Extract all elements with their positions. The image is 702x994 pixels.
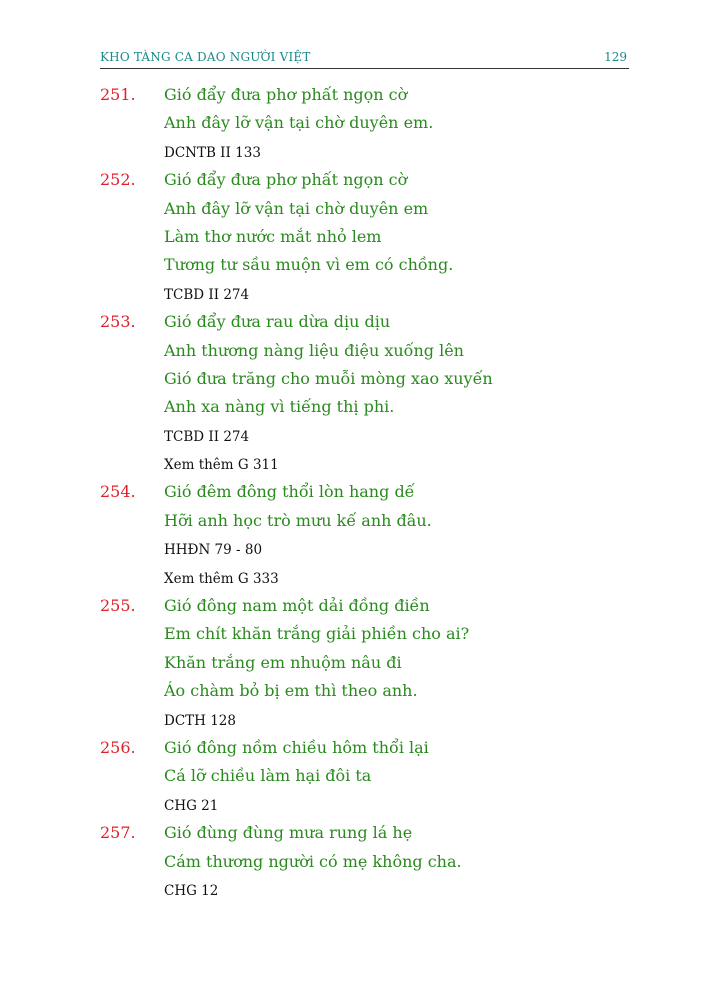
source-row — [0, 876, 702, 904]
source-row — [0, 706, 702, 734]
verse-line-row — [0, 848, 702, 876]
verse-line: Gió đẩy đưa phơ phất ngọn cờ — [164, 170, 408, 190]
verse-line-row — [0, 337, 702, 365]
poem-list — [0, 81, 702, 904]
source-row — [0, 564, 702, 592]
source-reference: Xem thêm G 311 — [164, 457, 279, 474]
verse-line-row — [0, 762, 702, 790]
source-reference: CHG 21 — [164, 797, 219, 814]
poem-entry — [0, 734, 702, 819]
source-row — [0, 138, 702, 166]
verse-line: Cám thương người có mẹ không cha. — [164, 851, 462, 871]
verse-line: Cá lỡ chiều làm hại đôi ta — [164, 766, 372, 786]
entry-number: 257. — [100, 823, 136, 843]
source-row — [0, 280, 702, 308]
source-reference: Xem thêm G 333 — [164, 570, 279, 587]
entry-number: 254. — [100, 482, 136, 502]
verse-line: Khăn trắng em nhuộm nâu đi — [164, 652, 402, 672]
entry-number: 253. — [100, 312, 136, 332]
page-header — [100, 48, 629, 69]
poem-entry — [0, 819, 702, 904]
verse-line: Tương tư sầu muộn vì em có chồng. — [164, 255, 454, 275]
source-reference: DCNTB II 133 — [164, 144, 261, 161]
entry-number: 252. — [100, 170, 136, 190]
poem-entry — [0, 166, 702, 308]
verse-line: Anh thương nàng liệu điệu xuống lên — [164, 340, 464, 360]
verse-line: Anh xa nàng vì tiếng thị phi. — [164, 397, 395, 417]
verse-line-row — [0, 478, 702, 506]
poem-entry — [0, 81, 702, 166]
verse-line-row — [0, 649, 702, 677]
verse-line: Gió đêm đông thổi lòn hang dế — [164, 482, 415, 502]
verse-line: Gió đưa trăng cho muỗi mòng xao xuyến — [164, 368, 493, 388]
source-reference: TCBD II 274 — [164, 428, 250, 445]
poem-entry — [0, 308, 702, 478]
verse-line: Gió đẩy đưa phơ phất ngọn cờ — [164, 85, 408, 104]
verse-line: Áo chàm bỏ bị em thì theo anh. — [164, 681, 418, 701]
verse-line: Gió đông nam một dải đồng điền — [164, 596, 430, 616]
verse-line-row — [0, 620, 702, 648]
verse-line-row — [0, 819, 702, 847]
source-row — [0, 450, 702, 478]
verse-line-row — [0, 223, 702, 251]
verse-line-row — [0, 81, 702, 109]
source-row — [0, 535, 702, 563]
source-reference: HHĐN 79 - 80 — [164, 542, 263, 559]
source-reference: TCBD II 274 — [164, 286, 250, 303]
entry-number: 255. — [100, 596, 136, 616]
verse-line-row — [0, 393, 702, 421]
verse-line-row — [0, 308, 702, 336]
verse-line: Gió đông nồm chiều hôm thổi lại — [164, 737, 429, 757]
verse-line: Hỡi anh học trò mưu kế anh đâu. — [164, 510, 432, 530]
verse-line-row — [0, 592, 702, 620]
verse-line: Anh đây lỡ vận tại chờ duyên em. — [164, 113, 434, 133]
source-row — [0, 422, 702, 450]
verse-line-row — [0, 677, 702, 705]
verse-line-row — [0, 166, 702, 194]
verse-line-row — [0, 251, 702, 279]
verse-line: Gió đùng đùng mưa rung lá hẹ — [164, 823, 413, 843]
poem-entry — [0, 592, 702, 734]
poem-entry — [0, 478, 702, 592]
verse-line: Anh đây lỡ vận tại chờ duyên em — [164, 198, 429, 218]
source-row — [0, 791, 702, 819]
source-reference: CHG 12 — [164, 882, 219, 899]
book-title: KHO TÀNG CA DAO NGƯỜI VIỆT — [100, 50, 311, 64]
verse-line-row — [0, 109, 702, 137]
verse-line: Làm thơ nước mắt nhỏ lem — [164, 226, 382, 246]
verse-line-row — [0, 507, 702, 535]
source-reference: DCTH 128 — [164, 712, 236, 729]
verse-line-row — [0, 365, 702, 393]
entry-number: 251. — [100, 85, 136, 104]
entry-number: 256. — [100, 737, 136, 757]
verse-line: Gió đẩy đưa rau dừa dịu dịu — [164, 312, 391, 332]
page-number: 129 — [604, 50, 627, 64]
verse-line-row — [0, 195, 702, 223]
verse-line: Em chít khăn trắng giải phiền cho ai? — [164, 624, 470, 644]
verse-line-row — [0, 734, 702, 762]
